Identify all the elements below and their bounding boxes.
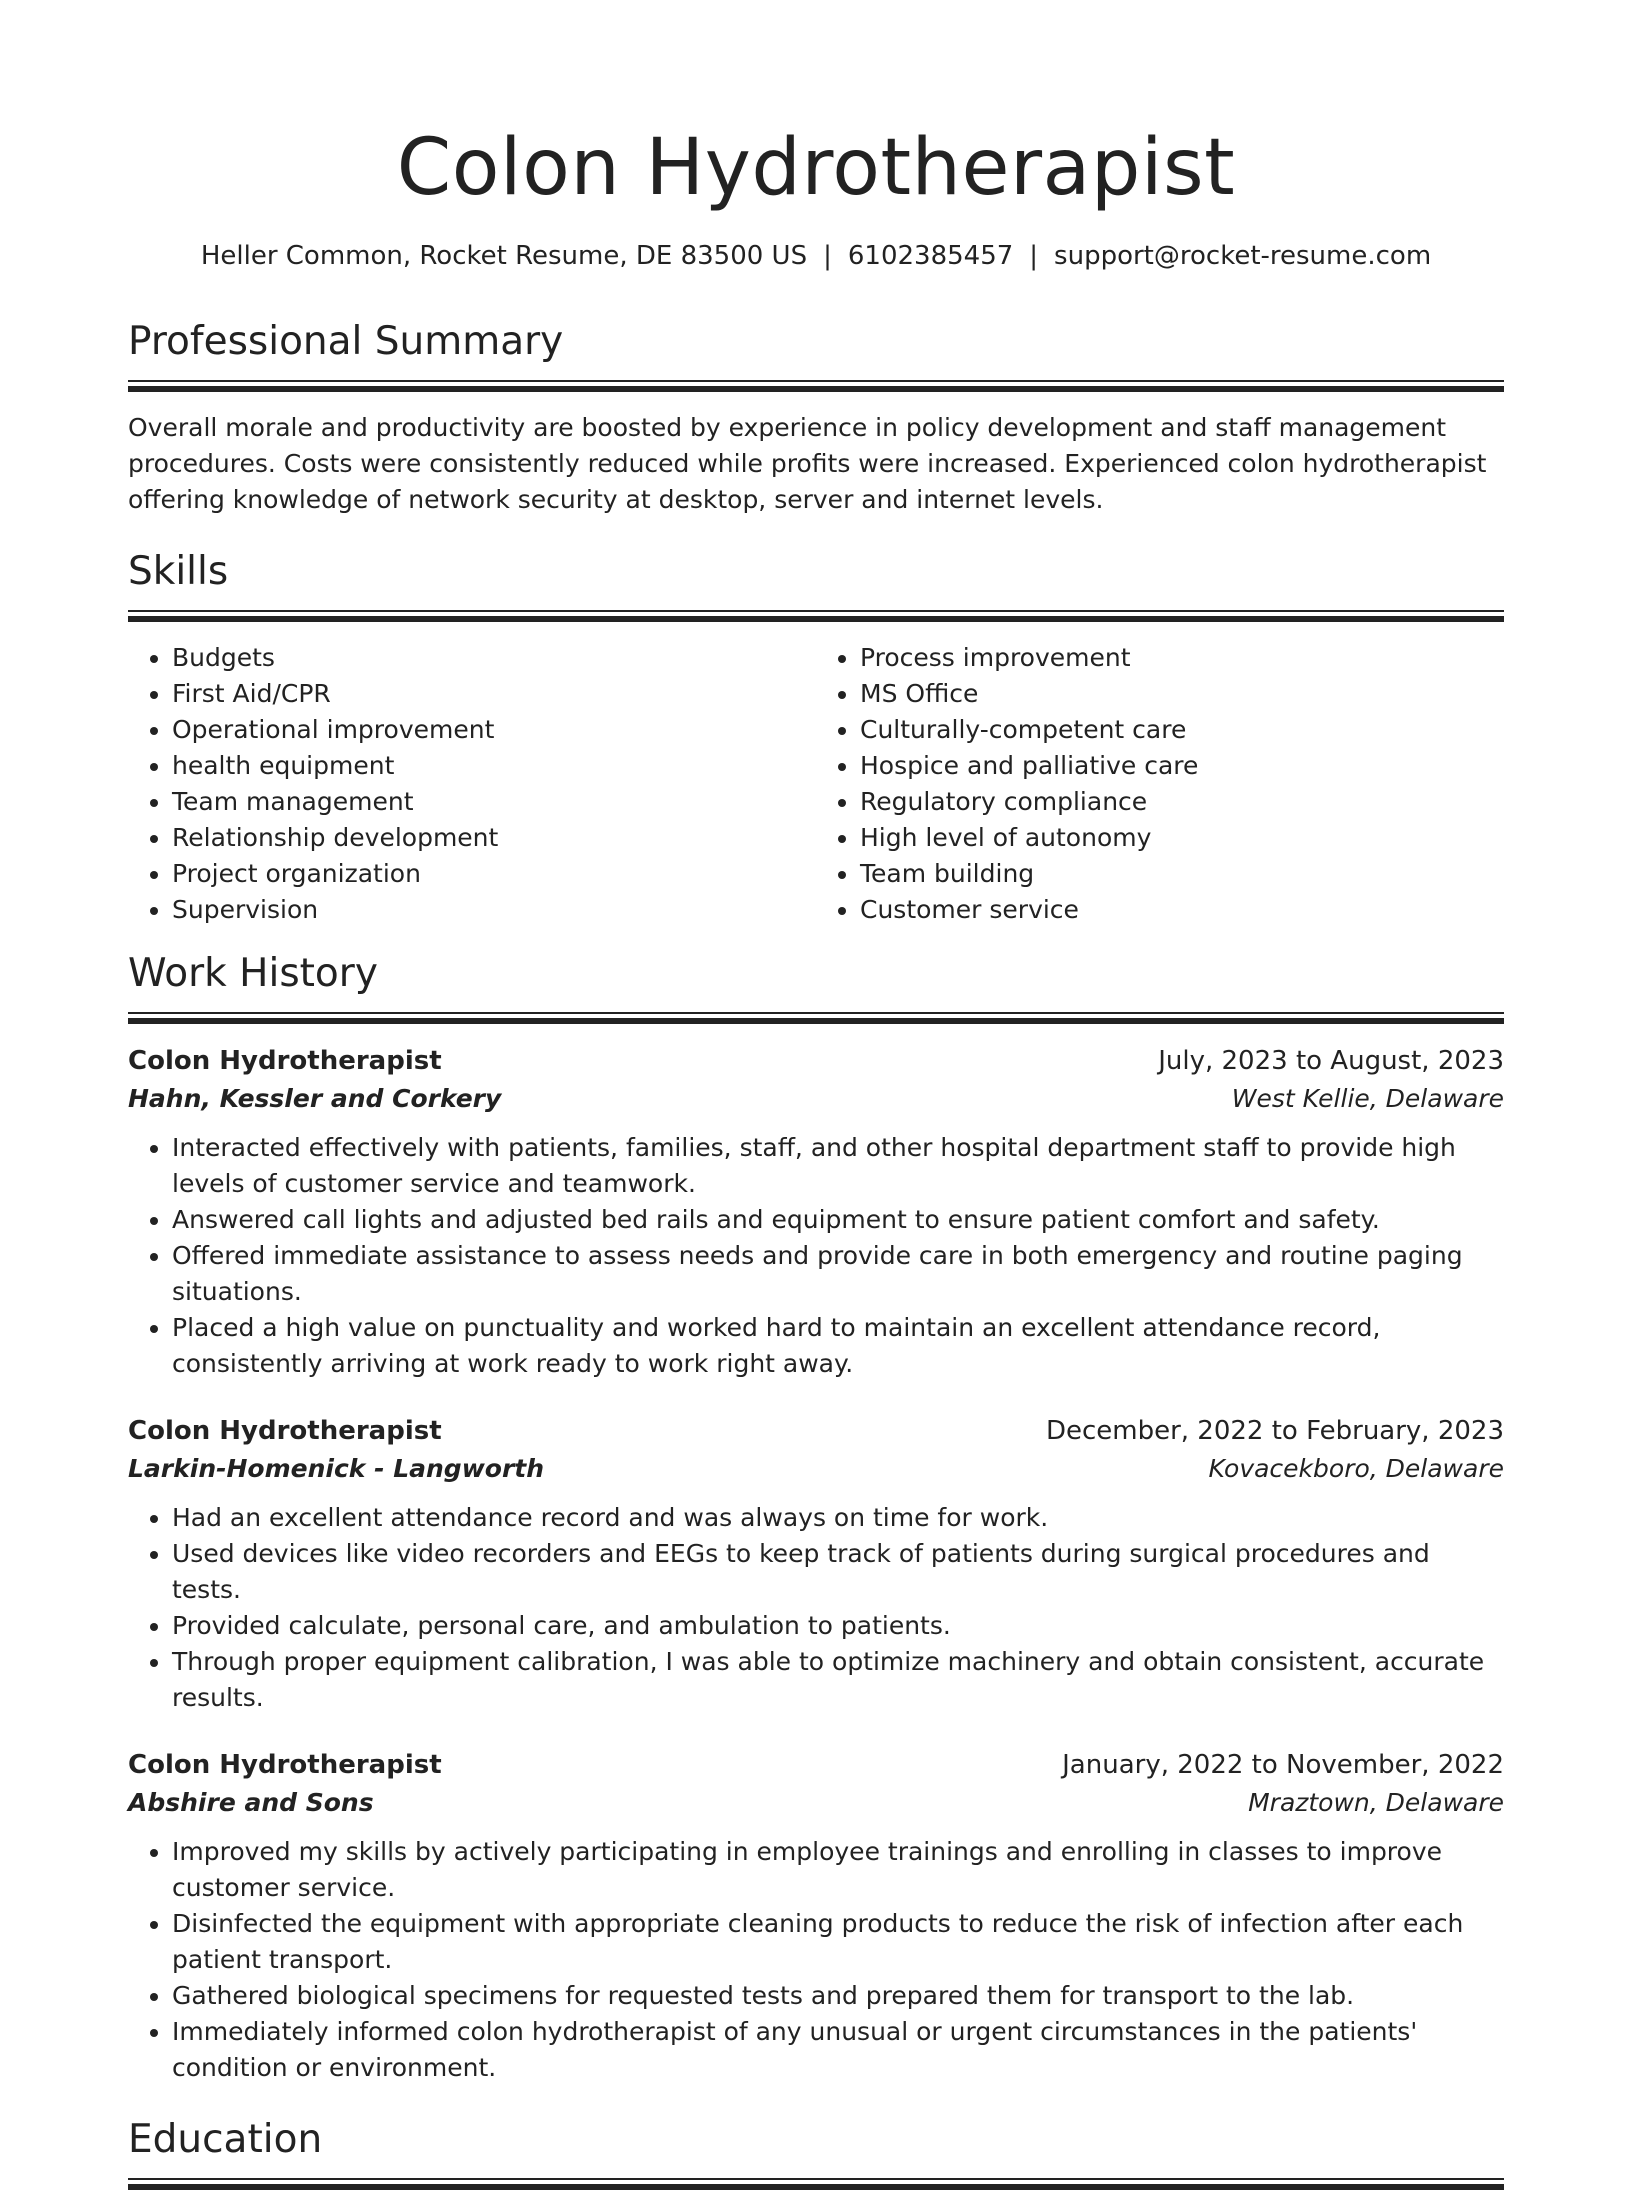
job-location: Mraztown, Delaware — [1248, 1788, 1504, 1817]
job-subheader — [128, 1450, 1504, 1488]
skill-item: • Relationship development — [172, 820, 816, 856]
skill-item: • Customer service — [860, 892, 1504, 928]
section-title-summary: Professional Summary — [128, 319, 564, 364]
job-entry — [128, 1412, 1504, 1716]
job-bullet: • Provided calculate, personal care, and ambulation to patients. — [172, 1608, 1504, 1644]
skill-item: • First Aid/CPR — [172, 676, 816, 712]
job-header — [128, 1746, 1504, 1784]
job-bullet: • Placed a high value on punctuality and worked hard to maintain an excellent attendance record, consistently arriving at work ready to work right away. — [172, 1310, 1504, 1382]
job-dates: January, 2022 to November, 2022 — [1062, 1750, 1504, 1780]
job-header — [128, 1412, 1504, 1450]
section-divider — [128, 380, 1504, 392]
contact-address: Heller Common, Rocket Resume, DE 83500 US — [200, 241, 808, 271]
job-bullet: • Offered immediate assistance to assess needs and provide care in both emergency and routine paging situations. — [172, 1238, 1504, 1310]
skills-section — [128, 548, 1504, 928]
section-divider — [128, 2178, 1504, 2190]
section-title-work: Work History — [128, 951, 378, 996]
job-bullet: • Used devices like video recorders and EEGs to keep track of patients during surgical procedures and tests. — [172, 1536, 1504, 1608]
education-section — [128, 2116, 1504, 2190]
contact-separator: | — [1029, 241, 1039, 271]
job-title: Colon Hydrotherapist — [128, 1046, 442, 1076]
summary-text: Overall morale and productivity are boosted by experience in policy development and staff management procedures. Costs were consistently reduced while profits were increased. Experienced colon hydrotherapist offering knowledge of network security at desktop, server and internet levels. — [128, 413, 1487, 514]
job-subheader — [128, 1080, 1504, 1118]
job-bullets — [128, 1834, 1504, 2086]
skill-item: • Project organization — [172, 856, 816, 892]
skill-item: • Supervision — [172, 892, 816, 928]
job-bullet: • Immediately informed colon hydrotherapist of any unusual or urgent circumstances in the patients' condition or environment. — [172, 2014, 1504, 2086]
skill-item: • MS Office — [860, 676, 1504, 712]
job-bullet: • Through proper equipment calibration, I was able to optimize machinery and obtain consistent, accurate results. — [172, 1644, 1504, 1716]
skill-item: • Hospice and palliative care — [860, 748, 1504, 784]
skill-item: • Budgets — [172, 640, 816, 676]
job-bullet: • Disinfected the equipment with appropriate cleaning products to reduce the risk of infection after each patient transport. — [172, 1906, 1504, 1978]
skill-item: • Operational improvement — [172, 712, 816, 748]
job-title: Colon Hydrotherapist — [128, 1750, 442, 1780]
skills-columns — [128, 640, 1504, 928]
job-bullet: • Improved my skills by actively participating in employee trainings and enrolling in classes to improve customer service. — [172, 1834, 1504, 1906]
skill-item: • High level of autonomy — [860, 820, 1504, 856]
job-header — [128, 1042, 1504, 1080]
contact-separator: | — [823, 241, 832, 271]
job-location: West Kellie, Delaware — [1231, 1084, 1504, 1113]
job-bullet: • Had an excellent attendance record and was always on time for work. — [172, 1500, 1504, 1536]
skill-item: • Culturally-competent care — [860, 712, 1504, 748]
job-entry — [128, 1042, 1504, 1382]
skill-item: • health equipment — [172, 748, 816, 784]
job-bullet: • Answered call lights and adjusted bed rails and equipment to ensure patient comfort and safety. — [172, 1202, 1504, 1238]
section-title-education: Education — [128, 2117, 323, 2162]
skills-list-right — [816, 640, 1504, 928]
job-dates: July, 2023 to August, 2023 — [1158, 1046, 1504, 1076]
work-history-section — [128, 950, 1504, 2086]
job-company: Larkin-Homenick - Langworth — [128, 1454, 545, 1483]
contact-email: support@rocket-resume.com — [1054, 241, 1432, 271]
contact-line — [128, 238, 1504, 274]
skill-item: • Team management — [172, 784, 816, 820]
skill-item: • Regulatory compliance — [860, 784, 1504, 820]
skill-item: • Process improvement — [860, 640, 1504, 676]
job-subheader — [128, 1784, 1504, 1822]
job-company: Hahn, Kessler and Corkery — [128, 1084, 502, 1113]
job-dates: December, 2022 to February, 2023 — [1045, 1416, 1504, 1446]
job-bullet: • Gathered biological specimens for requested tests and prepared them for transport to the lab. — [172, 1978, 1504, 2014]
skills-list-left — [128, 640, 816, 928]
section-title-skills: Skills — [128, 549, 229, 594]
contact-phone: 6102385457 — [847, 241, 1014, 271]
job-location: Kovacekboro, Delaware — [1208, 1454, 1504, 1483]
section-divider — [128, 1012, 1504, 1024]
job-company: Abshire and Sons — [128, 1788, 374, 1817]
job-entry — [128, 1746, 1504, 2086]
resume-name: Colon Hydrotherapist — [396, 123, 1236, 213]
section-divider — [128, 610, 1504, 622]
skill-item: • Team building — [860, 856, 1504, 892]
job-title: Colon Hydrotherapist — [128, 1416, 442, 1446]
job-bullets — [128, 1500, 1504, 1716]
job-bullets — [128, 1130, 1504, 1382]
job-bullet: • Interacted effectively with patients, families, staff, and other hospital department staff to provide high levels of customer service and teamwork. — [172, 1130, 1504, 1202]
summary-section — [128, 318, 1504, 518]
